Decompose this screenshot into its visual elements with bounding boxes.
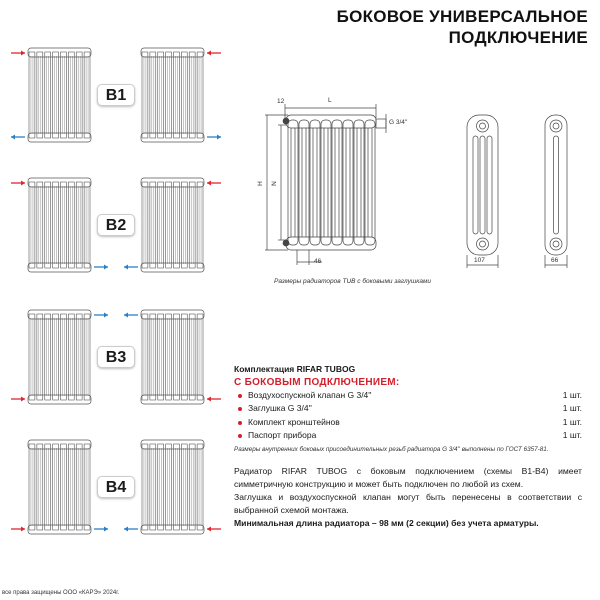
kit-item-label: Заглушка G 3/4''	[248, 403, 312, 414]
return-arrow-icon	[124, 313, 138, 318]
radiator-side-view-3-column	[467, 115, 498, 268]
kit-item-qty: 1 шт.	[562, 430, 582, 441]
scheme-label-b4: B4	[97, 476, 135, 498]
description-p2: Заглушка и воздухоспускной клапан могут быть перенесены в соответствии с выбранной схемой монтажа.	[234, 492, 582, 515]
dim-12: 12	[277, 98, 285, 105]
copyright-footer: все права защищены ООО «КАРЭ» 2024г.	[2, 590, 120, 596]
radiator-b4-right	[141, 440, 204, 534]
supply-arrow-icon	[207, 181, 221, 186]
dim-N: N	[270, 181, 278, 186]
kit-item-label: Воздухоспускной клапан G 3/4''	[248, 389, 372, 400]
kit-section	[234, 364, 582, 453]
return-arrow-icon	[207, 135, 221, 140]
radiator-b4-left	[28, 440, 91, 534]
dim-46: 46	[314, 258, 322, 265]
supply-arrow-icon	[11, 51, 25, 56]
kit-item-qty: 1 шт.	[562, 416, 582, 427]
return-arrow-icon	[124, 265, 138, 270]
dim-H: H	[256, 181, 264, 186]
radiator-front-view	[283, 115, 376, 250]
dim-L: L	[328, 97, 332, 104]
bullet-icon	[238, 394, 242, 398]
dim-107: 107	[474, 257, 485, 264]
radiator-b3-right	[141, 310, 204, 404]
radiator-b1-left	[28, 48, 91, 142]
radiator-side-view-1-column	[545, 115, 567, 268]
kit-note: Размеры внутренних боковых присоединительных резьб радиатора G 3/4'' выполнены по ГОСТ 6357-81.	[234, 446, 549, 453]
return-arrow-icon	[124, 527, 138, 532]
page-title	[337, 6, 588, 48]
supply-arrow-icon	[207, 527, 221, 532]
kit-item-qty: 1 шт.	[562, 389, 582, 400]
kit-item-name	[238, 417, 340, 427]
drawing-caption: Размеры радиаторов TUB с боковыми заглушками	[274, 278, 432, 285]
kit-item-name	[238, 430, 316, 440]
return-arrow-icon	[94, 265, 108, 270]
kit-item-label: Паспорт прибора	[248, 430, 317, 441]
title-line-2: ПОДКЛЮЧЕНИЕ	[448, 28, 588, 47]
dim-G: G 3/4''	[389, 119, 408, 126]
kit-item-name	[238, 403, 312, 413]
supply-arrow-icon	[11, 397, 25, 402]
kit-title: Комплектация RIFAR TUBOG	[234, 364, 356, 374]
kit-item	[234, 429, 582, 443]
return-arrow-icon	[94, 313, 108, 318]
dim-66: 66	[551, 257, 559, 264]
supply-arrow-icon	[207, 397, 221, 402]
bullet-icon	[238, 434, 242, 438]
return-arrow-icon	[11, 135, 25, 140]
kit-item	[234, 388, 582, 402]
kit-item	[234, 402, 582, 416]
radiator-b2-left	[28, 178, 91, 272]
radiator-b3-left	[28, 310, 91, 404]
kit-item-name	[238, 390, 372, 400]
technical-drawing	[250, 90, 590, 280]
description-p1: Радиатор RIFAR TUBOG с боковым подключением (схемы B1-B4) имеет симметричную конструкцию и может быть подключен по любой из схем.	[234, 466, 582, 489]
supply-arrow-icon	[11, 527, 25, 532]
bullet-icon	[238, 407, 242, 411]
description-p3: Минимальная длина радиатора – 98 мм (2 секции) без учета арматуры.	[234, 518, 539, 528]
scheme-label-b3: B3	[97, 346, 135, 368]
return-arrow-icon	[94, 527, 108, 532]
supply-arrow-icon	[11, 181, 25, 186]
supply-arrow-icon	[207, 51, 221, 56]
scheme-label-b1: B1	[97, 84, 135, 106]
kit-subtitle: С БОКОВЫМ ПОДКЛЮЧЕНИЕМ:	[234, 377, 400, 388]
kit-item	[234, 415, 582, 429]
scheme-label-b2: B2	[97, 214, 135, 236]
radiator-b2-right	[141, 178, 204, 272]
bullet-icon	[238, 421, 242, 425]
radiator-b1-right	[141, 48, 204, 142]
kit-item-qty: 1 шт.	[562, 403, 582, 414]
kit-item-label: Комплект кронштейнов	[248, 416, 340, 427]
title-line-1: БОКОВОЕ УНИВЕРСАЛЬНОЕ	[336, 7, 588, 26]
description	[234, 465, 582, 530]
